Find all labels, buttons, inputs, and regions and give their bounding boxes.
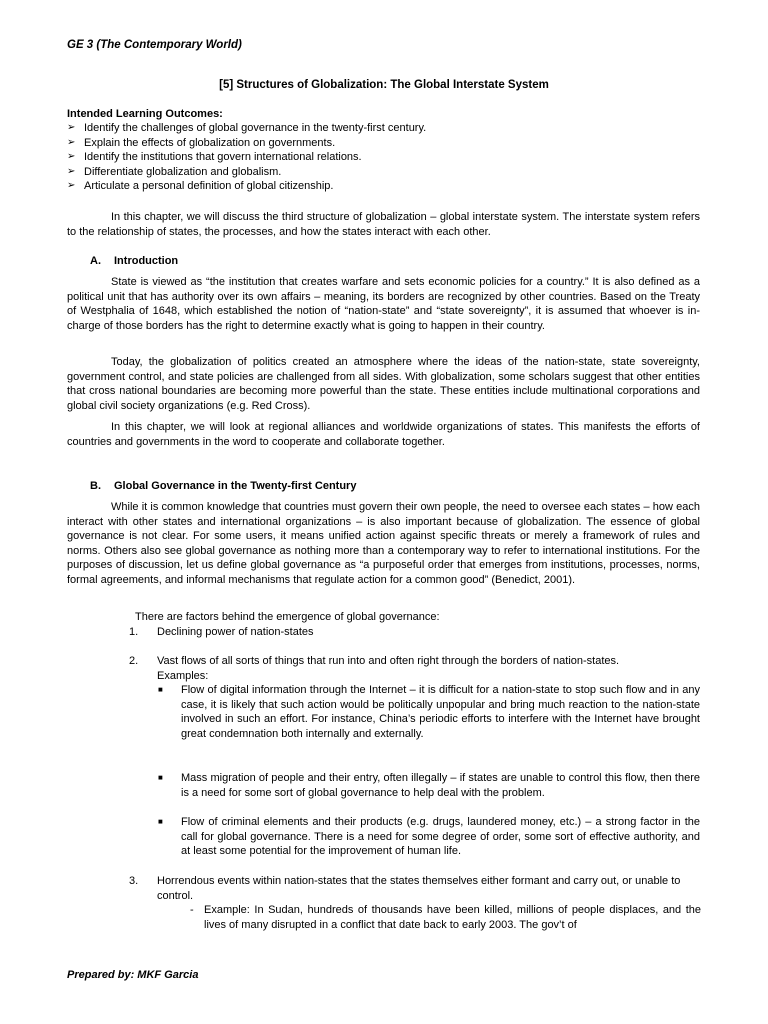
factor-text: Vast flows of all sorts of things that run into and often right through the borders of nation-states. bbox=[157, 655, 620, 667]
list-item: ➢ Identify the challenges of global governance in the twenty-first century. bbox=[67, 121, 707, 136]
list-item: ➢ Articulate a personal definition of global citizenship. bbox=[67, 179, 707, 194]
section-a-paragraph-3: In this chapter, we will look at regional alliances and worldwide organizations of states. This manifests the efforts of countries and governments in the word to cooperate and collaborate together. bbox=[67, 421, 700, 448]
intro-paragraph: In this chapter, we will discuss the third structure of globalization – global interstate system. The interstate system refers to the relationship of states, the processes, and how the states interact with each other. bbox=[67, 211, 700, 238]
dash-example bbox=[190, 903, 701, 932]
bullet-text: Flow of digital information through the Internet – it is difficult for a nation-state to stop such flow and in any case, it is likely that such action would be politically unpopular and bring much reaction to the nation-state involved in such an effort. For instance, China’s periodic efforts to interfere with the Internet have brought great condemnation both internally and externally. bbox=[181, 684, 700, 740]
factor-text: Declining power of nation-states bbox=[157, 626, 314, 638]
factor-sub: Examples: bbox=[157, 669, 209, 682]
bullet-item-1 bbox=[158, 683, 700, 741]
section-a-paragraph-1: State is viewed as “the institution that creates warfare and sets economic policies for a country.” It is also defined as a political unit that has authority over its own affairs – meaning, its borders are recognized by other countries. Based on the Treaty of Westphalia of 1648, which established the notion of “nation-state” and “state sovereignty”, it is assumed that whoever is in-charge of those borders has the right to determine exactly what is going to happen in their country. bbox=[67, 276, 700, 332]
factor-text: Horrendous events within nation-states that the states themselves either formant and carry out, or unable to control. bbox=[157, 875, 681, 902]
factor-number: 2. bbox=[129, 655, 139, 667]
section-a-paragraph-2: Today, the globalization of politics created an atmosphere where the ideas of the nation-state, state sovereignty, government control, and state policies are challenged from all sides. With globalization, some scholars suggest that other entities that cross national boundaries are becoming more powerful than the state. These entities include multinational corporations and global civil society organizations (e.g. Red Cross). bbox=[67, 356, 700, 412]
section-b-paragraph: While it is common knowledge that countries must govern their own people, the need to oversee each states – how each interact with other states and international organizations – is also important because of globalization. The essence of global governance is not clear. For some users, it means unified action against specific threats or merely a framework of rules and norms. Others also see global governance as nothing more than a contemporary way to refer to international institutions. For the purposes of discussion, let us define global governance as “a purposeful order that emerges from institutions, processes, norms, formal agreements, and informal mechanisms that regulate action for a common good” (Benedict, 2001). bbox=[67, 501, 700, 586]
ilo-list bbox=[67, 121, 707, 194]
factor-number: 3. bbox=[129, 875, 139, 887]
page-title: [5] Structures of Globalization: The Global Interstate System bbox=[219, 79, 549, 91]
dash-icon: - bbox=[190, 904, 194, 916]
dash-text: Example: In Sudan, hundreds of thousands have been killed, millions of people displaces, and the lives of many disrupted in a conflict that date back to early 2003. The gov’t of bbox=[204, 904, 701, 931]
ilo-heading: Intended Learning Outcomes: bbox=[67, 108, 223, 120]
bullet-square-icon: ■ bbox=[158, 773, 163, 782]
bullet-square-icon: ■ bbox=[158, 685, 163, 694]
section-letter: A. bbox=[90, 255, 101, 267]
bullet-item-3 bbox=[158, 815, 700, 859]
list-item: ➢ Differentiate globalization and globalism. bbox=[67, 165, 707, 180]
list-item: ➢ Identify the institutions that govern international relations. bbox=[67, 150, 707, 165]
bullet-item-2 bbox=[158, 771, 700, 800]
factors-intro: There are factors behind the emergence of global governance: bbox=[135, 611, 440, 623]
section-title: Global Governance in the Twenty-first Century bbox=[114, 480, 357, 492]
bullet-square-icon: ■ bbox=[158, 817, 163, 826]
bullet-text: Mass migration of people and their entry, often illegally – if states are unable to control this flow, then there is a need for some sort of global governance to help deal with the problem. bbox=[181, 772, 700, 799]
course-header: GE 3 (The Contemporary World) bbox=[67, 39, 242, 51]
factor-number: 1. bbox=[129, 626, 139, 638]
section-b-heading bbox=[90, 479, 356, 494]
section-a-heading bbox=[90, 254, 178, 269]
section-title: Introduction bbox=[114, 255, 179, 267]
factor-item-1 bbox=[129, 625, 702, 640]
factor-item-3 bbox=[129, 874, 702, 903]
bullet-text: Flow of criminal elements and their products (e.g. drugs, laundered money, etc.) – a strong factor in the call for global governance. There is a need for some degree of order, some sort of effective authority, and at least some potential for the improvement of human life. bbox=[181, 816, 700, 858]
list-item: ➢ Explain the effects of globalization on governments. bbox=[67, 136, 707, 151]
factor-item-2 bbox=[129, 654, 702, 683]
prepared-by-footer: Prepared by: MKF Garcia bbox=[67, 969, 199, 981]
section-letter: B. bbox=[90, 480, 101, 492]
